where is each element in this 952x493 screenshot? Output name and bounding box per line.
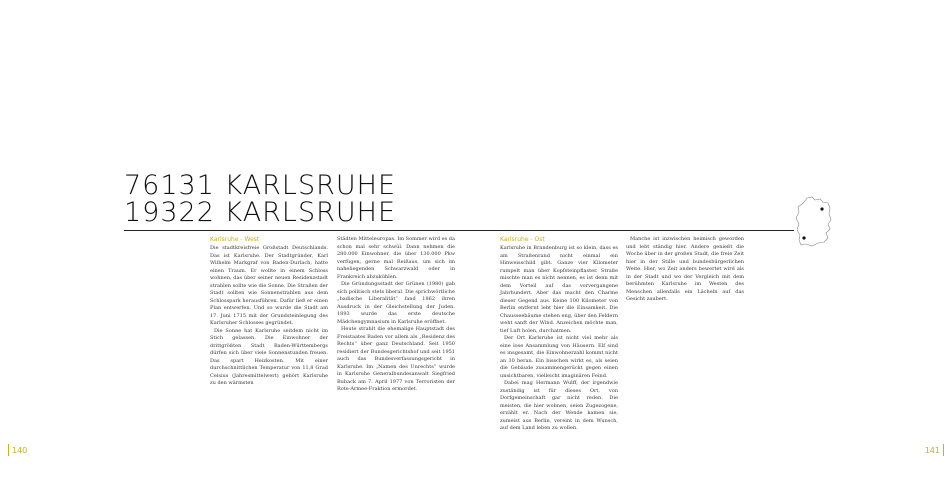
title-rule bbox=[124, 230, 794, 231]
germany-map-icon bbox=[793, 196, 833, 248]
title-line-2: 19322 KARLSRUHE bbox=[124, 197, 397, 228]
paragraph: Städten Mitteleuropas. Im Sommer wird es da schon mal sehr schwül. Dann nehmen die 280.000 Einwohner, die über 130.000 Pkw verfügen, gerne mal Reißaus, um sich im naheliegenden Schwarzwald oder in Frankreich abzukühlen. bbox=[337, 236, 455, 280]
article-west-column-1 bbox=[210, 236, 328, 388]
article-east-column-1 bbox=[500, 236, 618, 433]
section-heading-east: Karlsruhe - Ost bbox=[500, 236, 545, 243]
map-marker-east bbox=[820, 207, 823, 210]
page-number-right: 141 bbox=[924, 446, 940, 455]
title-line-1: 76131 KARLSRUHE bbox=[124, 170, 397, 201]
page-title bbox=[124, 172, 396, 226]
paragraph: Dabei mag Hermann Wulff, der irgendwie zuständig ist für dieses Ort, von Dorfgemeinschaft gar nicht reden. Die meisten, die hier wohnen, seien Zugezogene, erzählt er. Nach der Wende kamen sie, zumeist aus Berlin, vereint in dem Wunsch, auf dem Land leben zu wollen. bbox=[500, 380, 618, 431]
paragraph: Die stadtkreisfreie Großstadt Deutschlands. Das ist Karlsruhe. Der Stadtgründer, Karl Wilhelm Markgraf von Baden-Durlach, hatte einen Traum. Er wollte in einem Schloss wohnen, das über seiner neuen Residenzstadt strahlen sollte wie die Sonne. Die Straßen der Stadt sollten wie Sonnenstrahlen aus dem Schlosspark herausführen. Dafür ließ er einen Plan entwerfen. Und so wurde die Stadt am 17. Juni 1715 mit der Grundsteinlegung des Karlsruher Schlosses gegründet. bbox=[210, 245, 328, 326]
paragraph: Die Gründungsstadt der Grünen (1980) gab sich politisch stets liberal. Die sprichwörtliche „badische Liberalität“ fand 1862 ihren Ausdruck in der Gleichstellung der Juden. 1893 wurde das erste deutsche Mädchengymnasium in Karlsruhe eröffnet. bbox=[337, 281, 455, 325]
page-corner-mark-right bbox=[943, 444, 944, 456]
page-corner-mark-left bbox=[8, 444, 9, 456]
section-heading-west: Karlsruhe - West bbox=[210, 236, 260, 243]
article-west-column-2 bbox=[337, 236, 455, 394]
page-number-left: 140 bbox=[12, 446, 28, 455]
paragraph: Der Ort Karlsruhe ist nicht viel mehr als eine lose Ansammlung von Häusern. Elf sind es insgesamt, die Einwohnerzahl kommt nicht an 30 heran. Ein bisschen wirkt es, als seien die Gebäude zusammengerückt gegen einen unsichtbaren, vielleicht imaginären Feind. bbox=[500, 335, 618, 379]
paragraph: Karlsruhe in Brandenburg ist so klein, dass es am Straßenrand nicht einmal ein Hinweisschild gibt. Ganze vier Kilometer rumpelt man über Kopfsteinpflaster. Straße mischte man es nicht nennen, es ist denn mit dem Vorteil auf das vorvergangene Jahrhundert. Aber das macht den Charme dieser Gegend aus. Keine 100 Kilometer von Berlin entfernt lebt hier die Einsamkeit. Die Chausseebäume stehen eng, über den Feldern weht sanft der Wind. Anzeichen möchte man, tief Luft holen, durchatmen. bbox=[500, 245, 618, 334]
article-east-column-2 bbox=[626, 236, 744, 304]
paragraph: Heute strahlt die ehemalige Hauptstadt des Freistaates Baden vor allem als „Residenz des Rechts“ über ganz Deutschland. Seit 1950 residiert der Bundesgerichtshof und seit 1951 auch das Bundesverfassungsgericht in Karlsruhe. Im „Namen des Unrechts“ wurde in Karlsruhe Generalbundesanwalt Siegfried Buback am 7. April 1977 von Terroristen der Rote-Armee-Fraktion ermordet. bbox=[337, 326, 455, 392]
paragraph: Die Sonne hat Karlsruhe seitdem nicht im Stich gelassen. Die Einwohner der drittgrößten Stadt Baden-Württembergs dürfen sich über viele Sonnenstunden freuen. Das spart Heizkosten. Mit einer durchschnittlichen Temperatur von 11,8 Grad Celsius (Jahresmittelwert) gehört Karlsruhe zu den wärmsten bbox=[210, 327, 328, 386]
paragraph: Manche ist inzwischen heimisch geworden und lebt ständig hier. Andere genießt die Woche über in der großen Stadt, die freie Zeit hier in der Stille und bundesbürgerlichen Weite. Hier, wo Zeit anders bewertet wird als in der Stadt und wo der Vergleich mit dem berühmten Karlsruhe im Westen des Menschen allenfalls ein Lächeln auf das Gesicht zaubert. bbox=[626, 236, 744, 302]
map-marker-west bbox=[802, 236, 805, 239]
